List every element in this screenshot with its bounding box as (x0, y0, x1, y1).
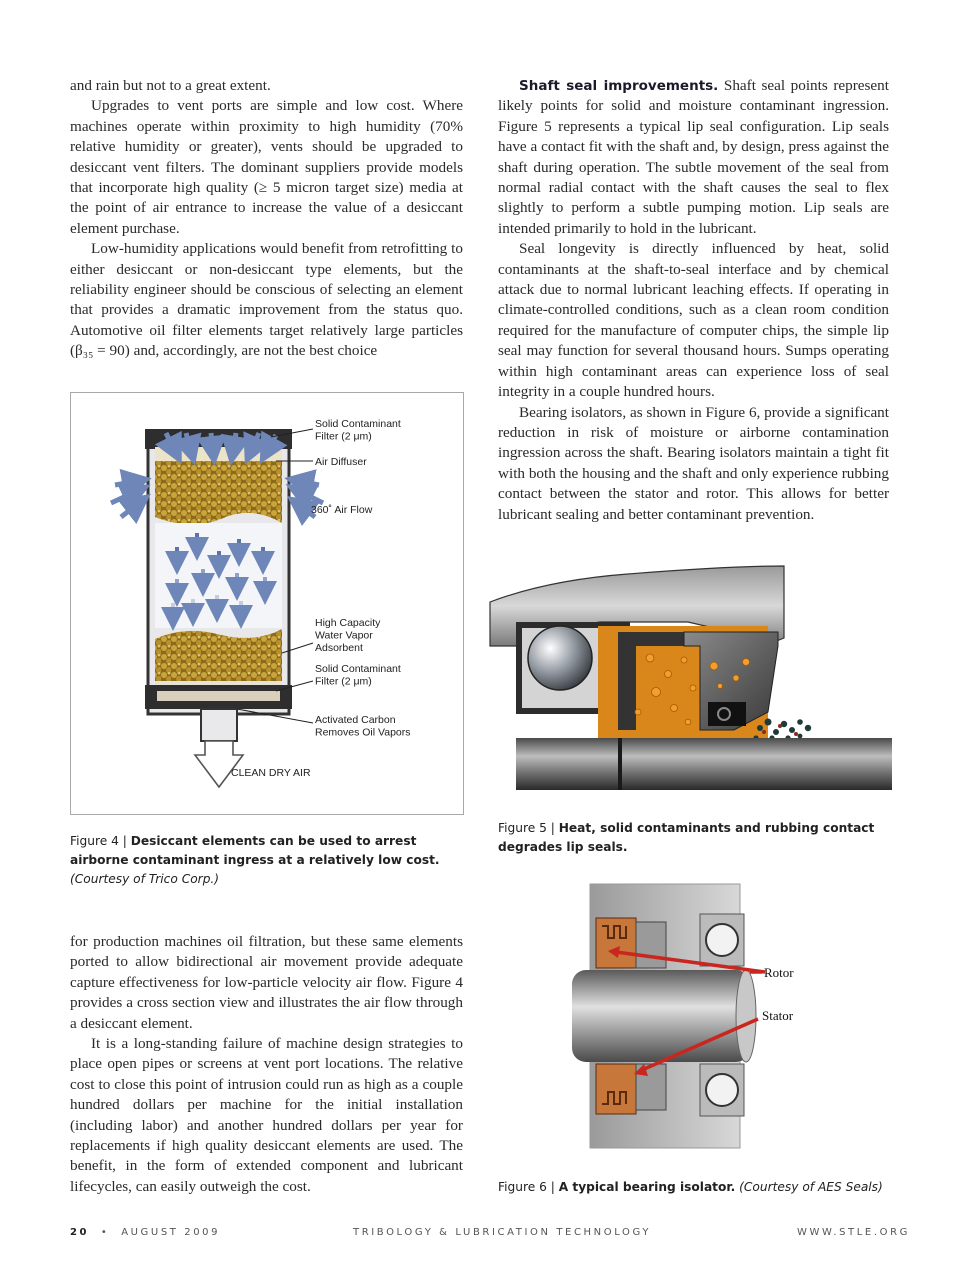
publication-name: TRIBOLOGY & LUBRICATION TECHNOLOGY (353, 1227, 652, 1238)
figure-5-number: Figure 5 | (498, 821, 559, 835)
figure-6-caption-bold: A typical bearing isolator. (558, 1180, 736, 1194)
paragraph: for production machines oil filtration, but these same elements ported to allow bidirectional air movement provide adequate capture effectiveness for low-particle velocity air flow. Figure 4 provides a cross section view and illustrates the air flow through a desiccant element. (70, 933, 463, 1032)
figure-5-caption (498, 819, 890, 857)
label-activated-carbon: Activated Carbon Removes Oil Vapors (315, 714, 411, 739)
figure-6-number: Figure 6 | (498, 1180, 559, 1194)
left-column-top-text (70, 76, 463, 362)
website-url: WWW.STLE.ORG (797, 1227, 910, 1238)
label-solid-filter-top: Solid Contaminant Filter (2 μm) (315, 418, 401, 443)
paragraph: Seal longevity is directly influenced by heat, solid contaminants at the shaft-to-seal interface and by chemical attack due to normal lubricant leaching effects. If operating in climate-controlled conditions, such as a clean room condition required for the manufacture of computer chips, the simple lip seal may function for several thousand hours. Sumps operating within high contaminant areas can experience loss of seal integrity in a couple hundred hours. (498, 240, 889, 401)
figure-6-caption (498, 1178, 890, 1197)
figure-4-credit: (Courtesy of Trico Corp.) (70, 872, 220, 886)
paragraph: and rain but not to a great extent. (70, 77, 271, 94)
figure-5 (488, 562, 892, 798)
paragraph: Low-humidity applications would benefit from retrofitting to either desiccant or non-desiccant type elements, but the reliability engineer should be conscious of selecting an element that provides a dramatic improvement from the status quo. Automotive oil filter elements target relatively large particles (β₃₅ = 90) and, accordingly, are not the best choice (70, 240, 463, 360)
figure-4-caption-bold: Desiccant elements can be used to arrest airborne contaminant ingress at a relatively low cost. (70, 834, 440, 867)
paragraph: Upgrades to vent ports are simple and low cost. Where machines operate within proximity to high humidity (70% relative humidity or greater), vents should be upgraded to desiccant vent filters. The dominant suppliers provide models that incorporate high quality (≥ 5 micron target size) media at the point of air entrance to increase the value of a desiccant element purchase. (70, 97, 463, 237)
figure-4-caption (70, 832, 460, 889)
figure-4-box (70, 392, 464, 815)
paragraph: It is a long-standing failure of machine design strategies to place open pipes or screens at vent port locations. The relative cost to close this point of intrusion could run as high as a couple hundred dollars per machine for the initial installation (including labor) and another hundred dollars per year for replacements if high quality desiccant elements are used. The benefit, in the form of extended component and lubricant lifecycles, can easily outweigh the cost. (70, 1035, 463, 1195)
label-air-diffuser: Air Diffuser (315, 456, 367, 468)
footer-left (70, 1227, 220, 1238)
footer-bullet: • (100, 1227, 110, 1238)
page-number: 20 (70, 1227, 90, 1238)
paragraph: Bearing isolators, as shown in Figure 6, provide a significant reduction in risk of moisture or airborne contamination ingression across the shaft. Bearing isolators maintain a tight fit with both the housing and the shaft and only experience rubbing contact between the stator and rotor. This allows for better lubricant sealing and better contaminant prevention. (498, 403, 889, 523)
paragraph-text: Shaft seal points represent likely points for solid and moisture contaminant ingression. Figure 5 represents a typical lip seal configuration. Lip seals have a contact fit with the shaft and, by design, press against the shaft during operation. The subtle movement of the seal from normal radial contact with the shaft causes the seal to flex slightly to perform a subtle pumping motion. Lip seals are intended primarily to hold in the lubricant. (498, 77, 889, 237)
label-stator: Stator (762, 1008, 794, 1023)
figure-6 (560, 874, 820, 1158)
label-clean-dry-air: CLEAN DRY AIR (231, 767, 311, 779)
paragraph (498, 76, 889, 239)
figure-6-credit: (Courtesy of AES Seals) (735, 1180, 883, 1194)
right-column-text (498, 76, 889, 525)
label-rotor: Rotor (764, 965, 794, 980)
desiccant-element-diagram (71, 393, 463, 814)
label-solid-filter-bottom: Solid Contaminant Filter (2 μm) (315, 663, 401, 688)
issue-date: AUGUST 2009 (121, 1227, 221, 1238)
bearing-isolator-illustration (560, 874, 820, 1158)
label-adsorbent: High Capacity Water Vapor Adsorbent (315, 617, 381, 654)
figure-4-number: Figure 4 | (70, 834, 131, 848)
label-air-flow: 360˚ Air Flow (311, 504, 373, 516)
left-column-bottom-text (70, 932, 463, 1197)
section-heading: Shaft seal improvements. (519, 78, 719, 94)
lip-seal-illustration (488, 562, 892, 798)
figure-5-caption-bold: Heat, solid contaminants and rubbing contact degrades lip seals. (498, 821, 875, 854)
